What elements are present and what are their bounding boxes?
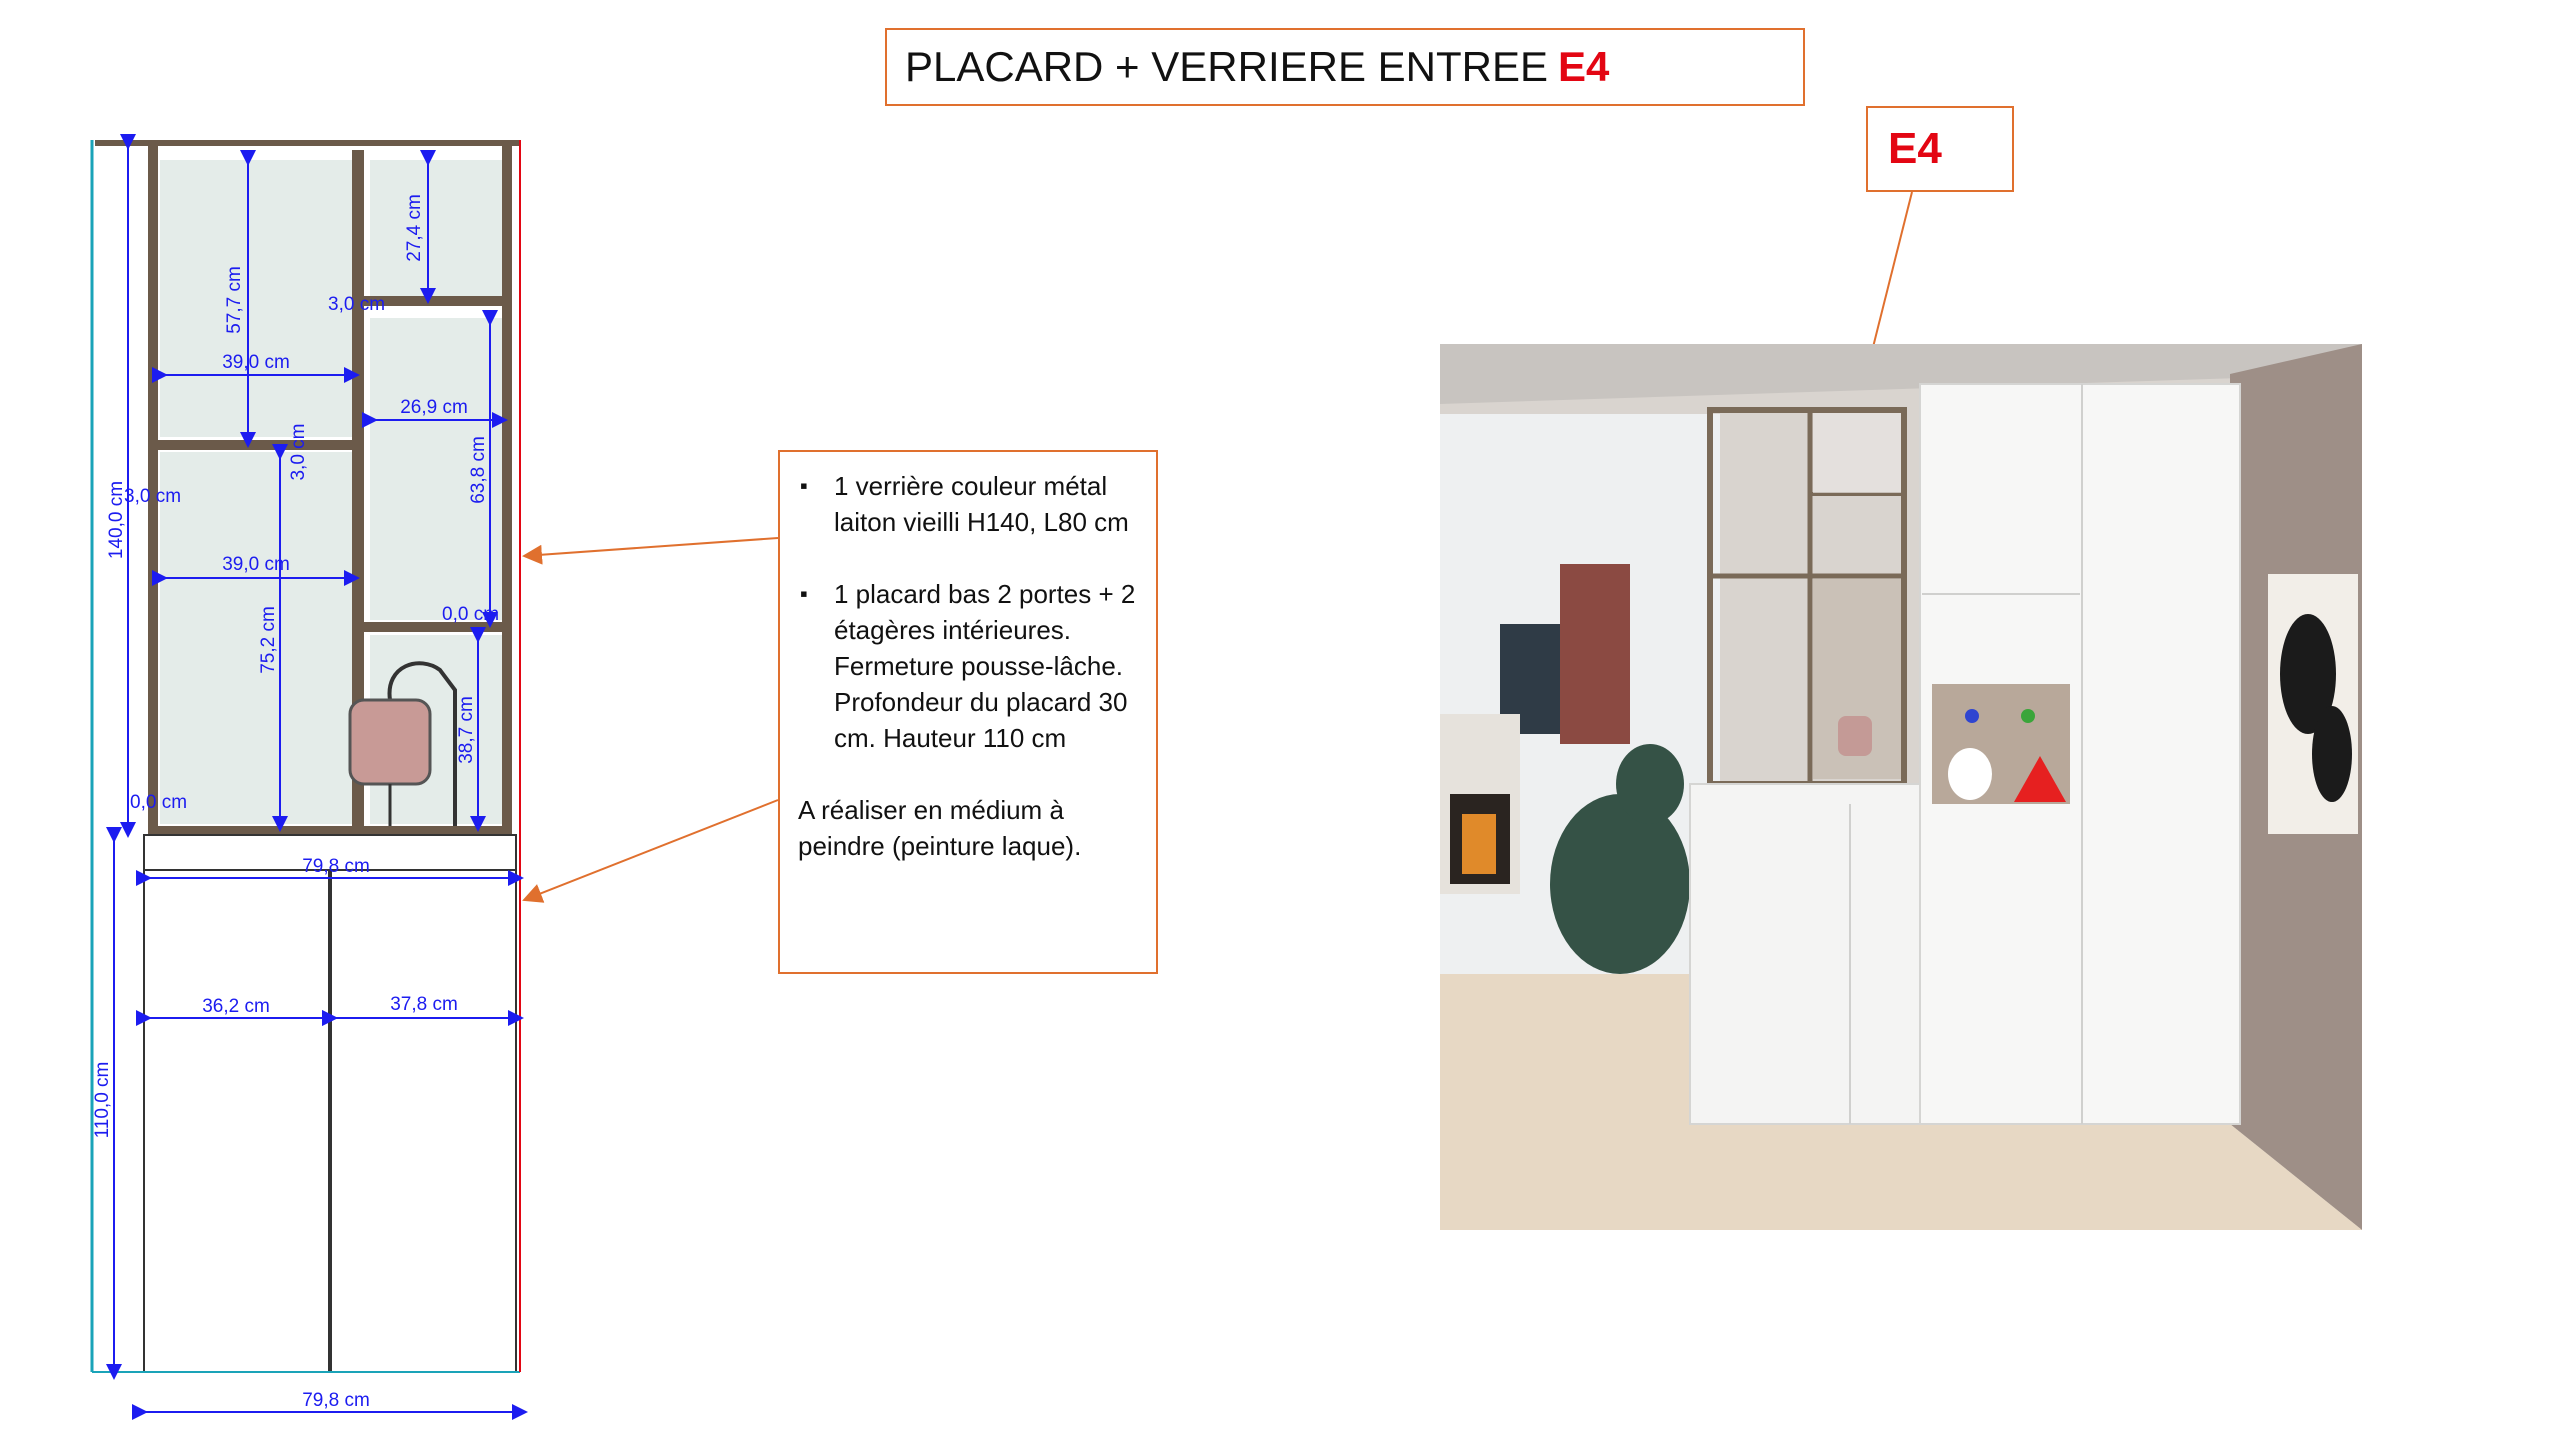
dim-shelf-3b: 3,0 cm (288, 423, 309, 481)
notes-list (798, 468, 1138, 756)
dim-362: 36,2 cm (202, 996, 270, 1017)
dim-752: 75,2 cm (258, 606, 279, 674)
lower-cabinet (144, 835, 516, 1372)
dim-387: 38,7 cm (456, 696, 477, 764)
render-image (1440, 344, 2362, 1230)
note-item-placard: ▪ 1 placard bas 2 portes + 2 étagères intérieures. Fermeture pousse-lâche. Profondeur du placard 30 cm. Hauteur 110 cm (798, 576, 1138, 756)
title-text: PLACARD + VERRIERE ENTREE (905, 43, 1549, 90)
dim-zero-bottom: 0,0 cm (130, 792, 188, 813)
notes-box (778, 450, 1158, 974)
dim-390-upper: 39,0 cm (222, 352, 290, 373)
leader-to-cabinet (524, 800, 778, 900)
leader-to-verriere (524, 538, 778, 556)
dim-zero-shelf: 0,0 cm (442, 604, 500, 625)
dim-269: 26,9 cm (400, 397, 468, 418)
dim-total-height-upper: 140,0 cm (106, 480, 127, 560)
dim-shelf-3a: 3,0 cm (328, 294, 386, 315)
dim-274: 27,4 cm (404, 194, 425, 262)
dim-390-lower: 39,0 cm (222, 554, 290, 575)
dim-638: 63,8 cm (468, 436, 489, 504)
note-item-verriere: ▪ 1 verrière couleur métal laiton vieilli H140, L80 cm (798, 468, 1138, 540)
e4-marker-label: E4 (1866, 106, 2014, 192)
title-code: E4 (1558, 43, 1610, 90)
glass-panels (160, 160, 502, 824)
note-footer: A réaliser en médium à peindre (peinture laque). (798, 795, 1082, 861)
dim-798-total: 79,8 cm (302, 1390, 370, 1411)
dim-378: 37,8 cm (390, 994, 458, 1015)
dim-shelf-3c: 3,0 cm (124, 486, 182, 507)
dim-577: 57,7 cm (224, 266, 245, 334)
dim-1100: 110,0 cm (92, 1061, 113, 1139)
dim-798-cabinet: 79,8 cm (302, 856, 370, 877)
